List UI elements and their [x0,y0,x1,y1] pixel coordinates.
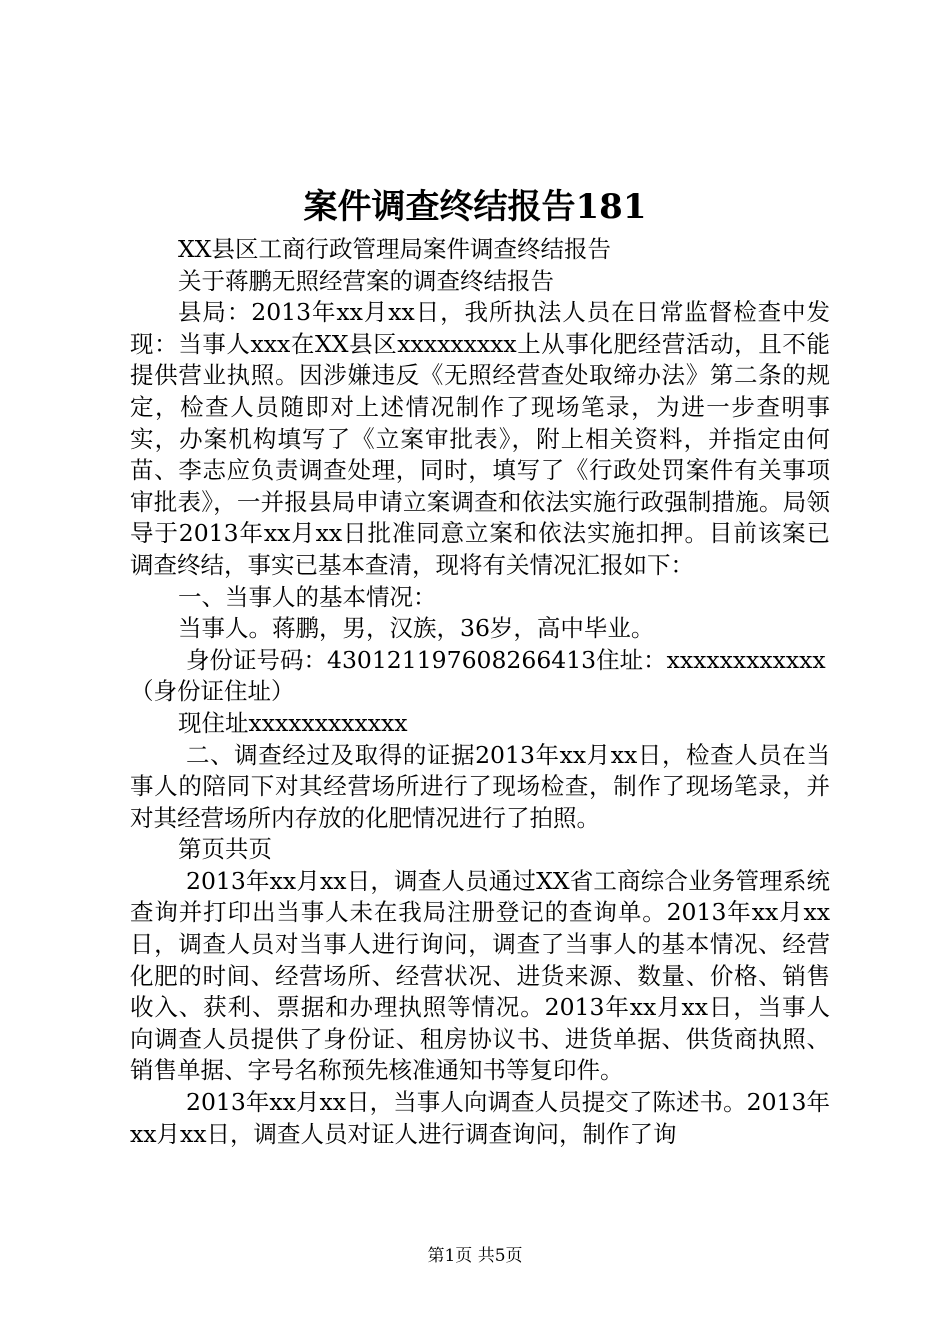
paragraph-evidence-collection: 2013年xx月xx日，调查人员通过XX省工商综合业务管理系统查询并打印出当事人未在我局注册登记的查询单。2013年xx月xx日，调查人员对当事人进行询问，调查了当事人的基本情况、经营化肥的时间、经营场所、经营状况、进货来源、数量、价格、销售收入、获利、票据和办理执照等情况。2013年xx月xx日，当事人向调查人员提供了身份证、租房协议书、进货单据、供货商执照、销售单据、字号名称预先核准通知书等复印件。 [130,866,830,1085]
paragraph-case-summary: 县局：2013年xx月xx日，我所执法人员在日常监督检查中发现：当事人xxx在XX县区xxxxxxxxx上从事化肥经营活动，且不能提供营业执照。因涉嫌违反《无照经营查处取缔办法》第二条的规定，检查人员随即对上述情况制作了现场笔录，为进一步查明事实，办案机构填写了《立案审批表》，附上相关资料，并指定由何苗、李志应负责调查处理，同时，填写了《行政处罚案件有关事项审批表》，一并报县局申请立案调查和依法实施行政强制措施。局领导于2013年xx月xx日批准同意立案和依法实施扣押。目前该案已调查终结，事实已基本查清，现将有关情况汇报如下： [130,298,830,579]
paragraph-statement-submission: 2013年xx月xx日，当事人向调查人员提交了陈述书。2013年xx月xx日，调查人员对证人进行调查询问，制作了询 [130,1088,830,1148]
paragraph-party-basic: 当事人。蒋鹏，男，汉族，36岁，高中毕业。 [178,614,655,643]
paragraph-party-id: 身份证号码：430121197608266413住址：xxxxxxxxxxxx（身份证住址） [130,645,826,706]
document-title: 案件调查终结报告181 [303,187,647,227]
section-heading-party-info: 一、当事人的基本情况： [178,582,437,611]
paragraph-page-marker: 第页共页 [178,835,272,864]
paragraph-bureau-heading: XX县区工商行政管理局案件调查终结报告 [178,235,611,263]
paragraph-investigation-process: 二、调查经过及取得的证据2013年xx月xx日，检查人员在当事人的陪同下对其经营场所进行了现场检查，制作了现场笔录，并对其经营场所内存放的化肥情况进行了拍照。 [130,740,830,832]
paragraph-current-address: 现住址xxxxxxxxxxxx [178,708,408,737]
page-footer: 第1页 共5页 [427,1246,523,1266]
paragraph-report-subject: 关于蒋鹏无照经营案的调查终结报告 [178,266,554,295]
document-body [130,234,830,1150]
